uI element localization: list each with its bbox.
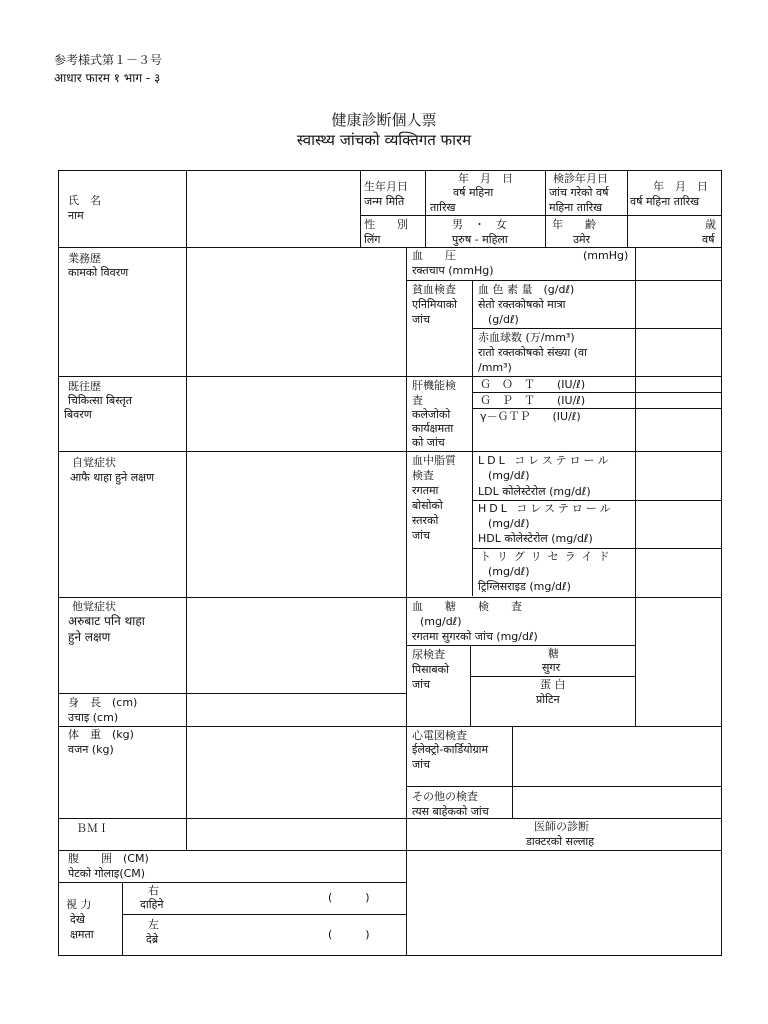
triglyceride-label: トリグリセライド <box>480 550 616 563</box>
lipid-test-label-np4: जांच <box>412 529 430 542</box>
rbc-unit: /mm³) <box>478 361 512 374</box>
medical-history-field[interactable] <box>187 377 406 451</box>
urine-sugar-label: 糖 <box>548 647 559 660</box>
lipid-test-label-np3: स्तरको <box>412 514 439 527</box>
left-eye-value[interactable]: ( ) <box>328 928 370 941</box>
lipid-test-label: 血中脂質 <box>412 454 456 467</box>
urine-protein-label: 蛋 白 <box>540 678 566 691</box>
lipid-test-label2: 検査 <box>412 469 434 482</box>
height-label: 身 長 (cm) <box>68 696 138 709</box>
exam-ymd-label-np: वर्ष महिना तारिख <box>630 195 700 208</box>
reference-form-number: 参考様式第１－３号 <box>54 53 163 67</box>
bmi-label: ＢＭＩ <box>76 822 109 835</box>
vision-label: 視 力 <box>66 898 92 911</box>
exam-date-label-np2: महिना तारिख <box>549 201 603 214</box>
hdl-unit: (mg/dℓ) <box>488 517 530 530</box>
sex-label: 性 別 <box>364 218 408 231</box>
height-field[interactable] <box>187 694 406 726</box>
ldl-label-np: LDL कोलेस्टेरोल (mg/dℓ) <box>478 485 591 498</box>
blood-sugar-unit: (mg/dℓ) <box>420 615 462 628</box>
got-label: Ｇ Ｏ Ｔ (IU/ℓ) <box>480 378 586 391</box>
weight-field[interactable] <box>187 727 406 818</box>
liver-test-label2: 査 <box>412 394 423 407</box>
right-eye-value[interactable]: ( ) <box>328 891 370 904</box>
name-label-np: नाम <box>68 209 84 222</box>
age-unit: 歳 <box>705 218 716 231</box>
medical-history-label-np2: बिवरण <box>64 408 92 421</box>
right-eye-label: 右 <box>148 884 159 897</box>
ldl-unit: (mg/dℓ) <box>488 469 530 482</box>
doctor-diagnosis-label-np: डाक्टरको सल्लाह <box>526 835 595 848</box>
liver-test-label: 肝機能検 <box>412 379 456 392</box>
blood-sugar-label-np: रगतमा सुगरको जांच (mg/dℓ) <box>412 630 538 643</box>
weight-label-np: वजन (kg) <box>68 743 114 756</box>
age-unit-np: वर्ष <box>702 233 715 246</box>
bmi-field[interactable] <box>187 819 406 850</box>
sex-options-np: पुरुष - महिला <box>452 233 508 246</box>
hdl-label-np: HDL कोलेस्टेरोल (mg/dℓ) <box>478 532 593 545</box>
symptoms-label: 自覚症状 <box>72 456 116 469</box>
height-label-np: उचाइ (cm) <box>68 711 119 724</box>
dob-label-np: जन्म मिति <box>364 195 405 208</box>
medical-history-label: 既往歴 <box>68 380 101 393</box>
hemoglobin-label-np: सेतो रक्तकोषको मात्रा <box>478 298 566 311</box>
left-eye-label: 左 <box>148 918 159 931</box>
other-tests-label-np: त्यस बाहेकको जांच <box>412 805 489 818</box>
age-label: 年 齢 <box>552 218 596 231</box>
dob-label: 生年月日 <box>364 180 408 193</box>
name-label: 氏 名 <box>68 194 101 207</box>
exam-date-label: 検診年月日 <box>553 172 608 185</box>
liver-test-label-np2: कार्यक्षमता <box>412 422 454 435</box>
blood-pressure-unit: (mmHg) <box>583 249 629 262</box>
liver-test-label-np1: कलेजोको <box>412 408 451 421</box>
reference-form-number-np: आधार फारम १ भाग - ३ <box>54 71 161 85</box>
triglyceride-unit: (mg/dℓ) <box>488 565 530 578</box>
work-history-label: 業務歴 <box>68 252 101 265</box>
waist-label: 腹 囲 (CM) <box>68 852 149 865</box>
blood-pressure-label-np: रक्तचाप (mmHg) <box>412 264 494 277</box>
exam-ymd-label: 年 月 日 <box>653 180 708 193</box>
hdl-label: HDL コレステロール <box>478 502 614 515</box>
exam-date-label-np1: जांच गरेको वर्ष <box>549 186 609 199</box>
other-tests-label: その他の検査 <box>412 790 478 803</box>
urine-test-label: 尿検査 <box>412 648 445 661</box>
ecg-field[interactable] <box>513 727 721 786</box>
urine-test-label-np2: जांच <box>412 678 430 691</box>
ldl-label: LDL コレステロール <box>478 454 612 467</box>
anemia-test-label-np2: जांच <box>412 313 430 326</box>
objective-symptoms-field[interactable] <box>187 598 406 693</box>
dob-ymd-label-np: वर्ष महिना <box>453 186 494 199</box>
work-history-label-np: कामको विवरण <box>68 266 129 279</box>
anemia-test-label: 貧血検査 <box>412 283 456 296</box>
ecg-label-np1: ईलेक्ट्रो-कार्डियोग्राम <box>412 743 489 756</box>
objective-symptoms-label-np2: हुने लक्षण <box>68 630 111 644</box>
age-label-np: उमेर <box>573 233 591 246</box>
name-field[interactable] <box>187 171 360 247</box>
doctor-diagnosis-field[interactable] <box>407 851 721 955</box>
dob-ymd-label: 年 月 日 <box>458 172 513 185</box>
dob-day-label-np: तारिख <box>430 201 456 214</box>
vision-label-np1: देखे <box>70 913 85 926</box>
left-eye-label-np: देब्रे <box>146 933 159 946</box>
symptoms-field[interactable] <box>187 452 406 597</box>
rbc-label: 赤血球数 (万/mm³) <box>478 331 575 344</box>
gpt-label: Ｇ Ｐ Ｔ (IU/ℓ) <box>480 394 586 407</box>
urine-protein-label-np: प्रोटिन <box>536 693 560 706</box>
rbc-label-np: रातो रक्तकोषको संख्या (वा <box>478 346 587 359</box>
medical-history-label-np1: चिकित्सा बिस्तृत <box>68 394 133 407</box>
ggtp-label: γ－ＧＴＰ (IU/ℓ) <box>480 410 581 423</box>
vision-label-np2: क्षमता <box>70 928 94 941</box>
waist-field[interactable] <box>187 851 406 882</box>
symptoms-label-np: आफै थाहा हुने लक्षण <box>70 471 155 484</box>
weight-label: 体 重 (kg) <box>68 728 134 741</box>
liver-test-label-np3: को जांच <box>412 436 445 449</box>
hemoglobin-unit: (g/dℓ) <box>488 313 519 326</box>
anemia-test-label-np1: एनिमियाको <box>412 298 457 311</box>
sex-label-np: लिंग <box>364 233 381 246</box>
ecg-label-np2: जांच <box>412 758 430 771</box>
right-eye-label-np: दाहिने <box>140 898 164 911</box>
hemoglobin-label: 血 色 素 量 (g/dℓ) <box>478 283 575 296</box>
waist-label-np: पेटको गोलाइ(CM) <box>68 867 146 880</box>
work-history-field[interactable] <box>187 248 406 376</box>
ecg-label: 心電図検査 <box>412 729 467 742</box>
blood-sugar-label: 血 糖 検 査 <box>412 600 522 613</box>
urine-test-label-np1: पिसाबको <box>412 663 449 676</box>
lipid-test-label-np1: रगतमा <box>412 484 439 497</box>
lipid-test-label-np2: बोसोको <box>412 499 443 512</box>
other-tests-field[interactable] <box>513 787 721 818</box>
urine-sugar-label-np: सुगर <box>542 661 561 674</box>
page-title: 健康診断個人票 <box>331 111 437 129</box>
page-title-np: स्वास्थ्य जांचको व्यक्तिगत फारम <box>296 131 472 149</box>
sex-options[interactable]: 男 ・ 女 <box>452 218 507 231</box>
objective-symptoms-label-np1: अरुबाट पनि थाहा <box>68 614 145 628</box>
blood-pressure-label: 血 圧 <box>412 249 456 262</box>
objective-symptoms-label: 他覚症状 <box>72 600 116 613</box>
doctor-diagnosis-label: 医師の診断 <box>534 820 589 833</box>
triglyceride-label-np: ट्रिग्लिसराइड (mg/dℓ) <box>478 580 571 593</box>
